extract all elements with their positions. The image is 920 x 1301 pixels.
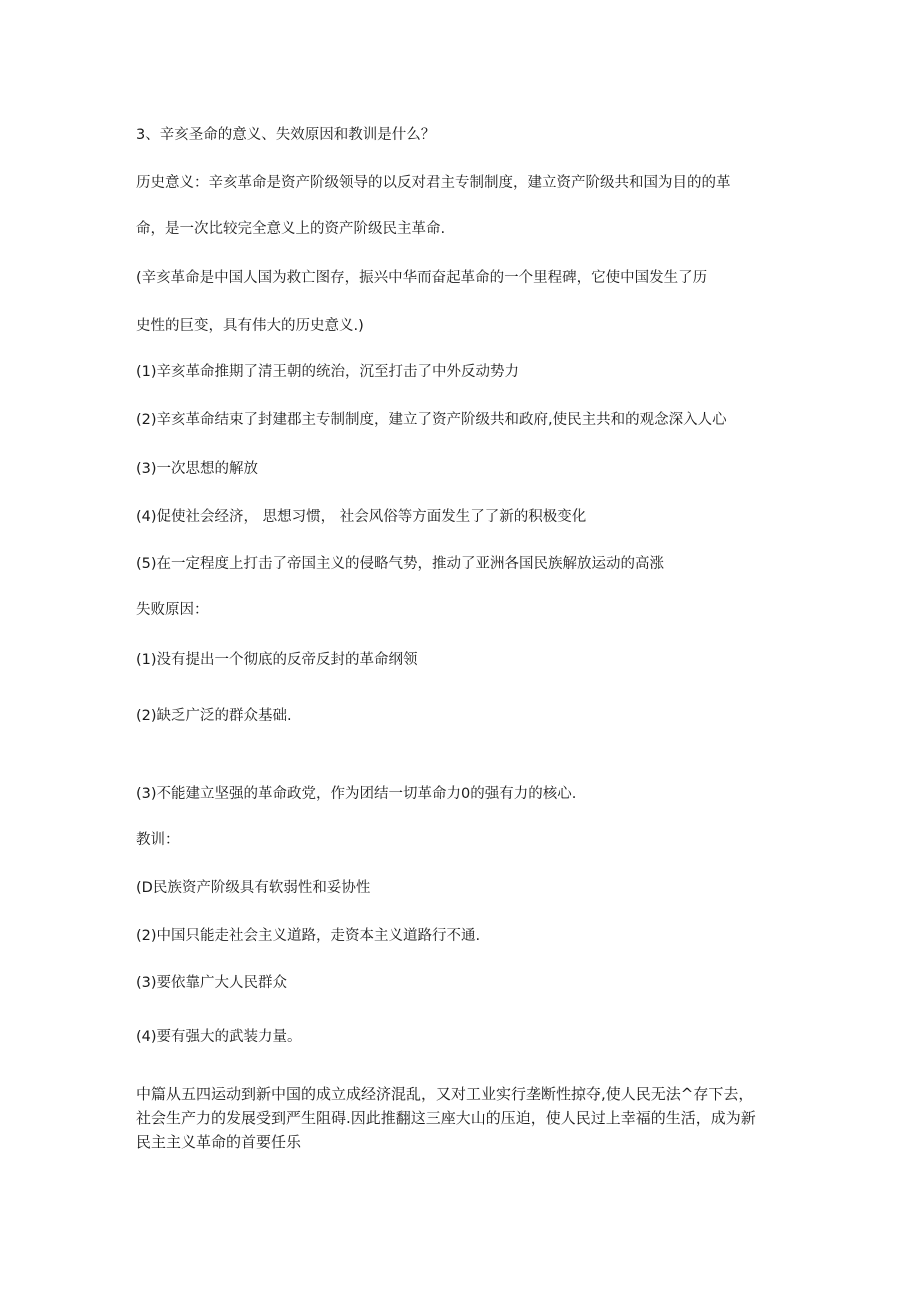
significance-item: (2)辛亥革命结束了封建郡主专制制度，建立了资产阶级共和政府,使民主共和的观念深入人心 xyxy=(136,412,727,428)
lesson-item: (4)要有强大的武装力量。 xyxy=(136,1029,302,1045)
question-heading: 3、辛亥圣命的意义、失效原因和教训是什么？ xyxy=(136,127,436,143)
lesson-item: (D民族资产阶级具有软弱性和妥协性 xyxy=(136,880,371,896)
lessons-title: 教训： xyxy=(136,832,180,848)
closing-line: 中篇从五四运动到新中国的成立成经济混乱，又对工业实行垄断性掠夺,使人民无法^存下去， xyxy=(136,1085,754,1103)
failure-item: (1)没有提出一个彻底的反帝反封的革命纲领 xyxy=(136,652,418,668)
failure-item: (3)不能建立坚强的革命政党，作为团结一切革命力0的强有力的核心. xyxy=(136,786,577,802)
closing-line: 民主主义革命的首要任乐 xyxy=(136,1133,302,1151)
significance-item: (3)一次思想的解放 xyxy=(136,461,259,477)
failure-title: 失败原因： xyxy=(136,602,209,618)
significance-note-line-2: 史性的巨变，具有伟大的历史意义.) xyxy=(136,318,364,334)
closing-line: 社会生产力的发展受到严生阻碍.因此推翻这三座大山的压迫，使人民过上幸福的生活，成为新 xyxy=(136,1109,756,1127)
significance-item: (1)辛亥革命推期了清王朝的统治，沉至打击了中外反动势力 xyxy=(136,364,520,380)
lesson-item: (3)要依靠广大人民群众 xyxy=(136,975,288,991)
significance-note-line-1: (辛亥革命是中国人国为救亡图存，振兴中华而奋起革命的一个里程碑，它使中国发生了历 xyxy=(136,270,708,286)
lesson-item: (2)中国只能走社会主义道路，走资本主义道路行不通. xyxy=(136,928,481,944)
significance-item: (5)在一定程度上打击了帝国主义的侵略气势，推动了亚洲各国民族解放运动的高涨 xyxy=(136,556,665,572)
closing-paragraph xyxy=(136,1082,796,1154)
significance-item: (4)促使社会经济， 思想习惯， 社会风俗等方面发生了了新的积极变化 xyxy=(136,509,587,525)
failure-item: (2)缺乏广泛的群众基础. xyxy=(136,708,292,724)
significance-line-2: 命，是一次比较完全意义上的资产阶级民主革命. xyxy=(136,221,446,237)
significance-line-1: 历史意义：辛亥革命是资产阶级领导的以反对君主专制制度，建立资产阶级共和国为目的的革 xyxy=(136,175,731,191)
